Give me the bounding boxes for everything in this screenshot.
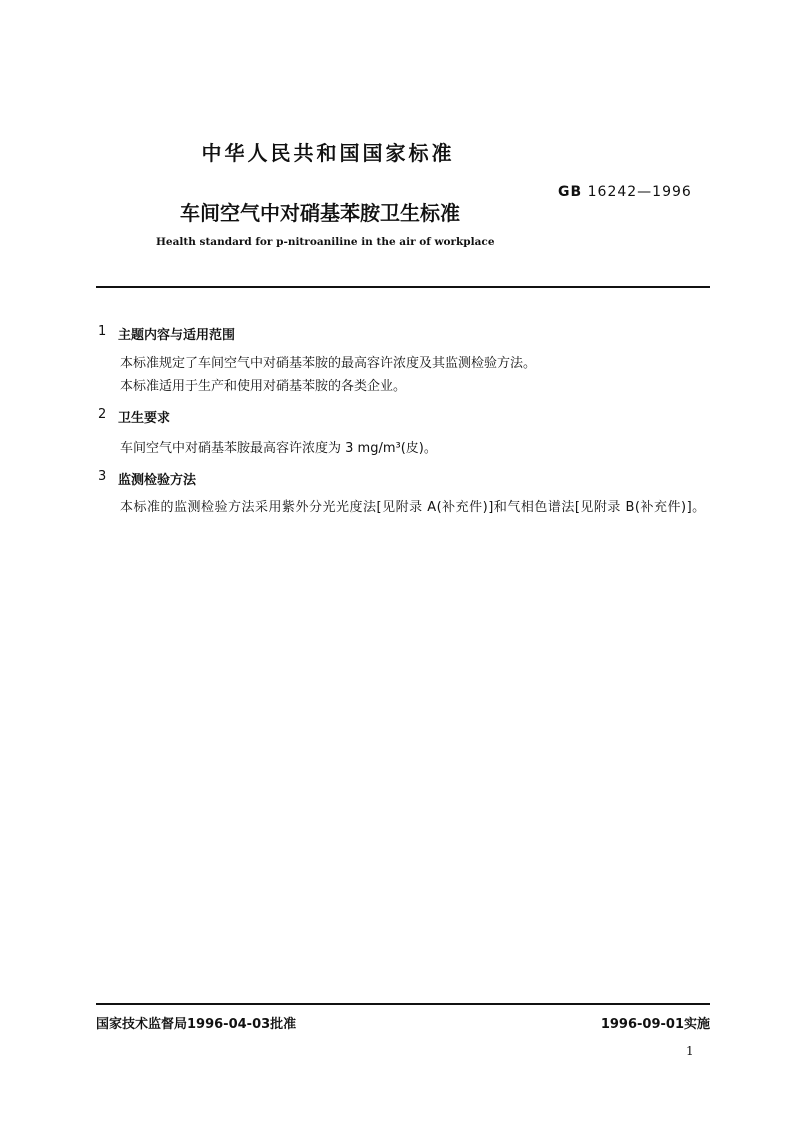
section-3-heading: 监测检验方法 (118, 473, 197, 488)
section-3-paragraph-1: 本标准的监测检验方法采用紫外分光光度法[见附录 A(补充件)]和气相色谱法[见附录 B(补充件)]。 (120, 500, 706, 515)
section-1-paragraph-2: 本标准适用于生产和使用对硝基苯胺的各类企业。 (120, 379, 407, 394)
standard-code-number: 16242—1996 (587, 184, 692, 200)
section-1-paragraph-1: 本标准规定了车间空气中对硝基苯胺的最高容许浓度及其监测检验方法。 (120, 356, 537, 371)
section-2-paragraph-1: 车间空气中对硝基苯胺最高容许浓度为 3 mg/m³(皮)。 (120, 441, 437, 456)
section-2-heading: 卫生要求 (118, 411, 171, 426)
section-1-number: 1 (98, 324, 107, 339)
implementation-date: 1996-09-01实施 (600, 1017, 710, 1032)
section-1-heading: 主题内容与适用范围 (118, 328, 236, 343)
approval-date: 国家技术监督局1996-04-03批准 (96, 1017, 297, 1032)
page-number: 1 (686, 1044, 694, 1058)
document-title-cn: 车间空气中对硝基苯胺卫生标准 (180, 201, 460, 225)
section-2-number: 2 (98, 407, 107, 422)
standard-code-prefix: GB (558, 184, 583, 200)
section-3-number: 3 (98, 469, 107, 484)
standard-code (558, 184, 692, 200)
header-divider (96, 286, 710, 288)
footer-divider (96, 1003, 710, 1005)
document-title-en: Health standard for p-nitroaniline in the air of workplace (156, 236, 495, 248)
national-standard-heading: 中华人民共和国国家标准 (201, 141, 455, 165)
